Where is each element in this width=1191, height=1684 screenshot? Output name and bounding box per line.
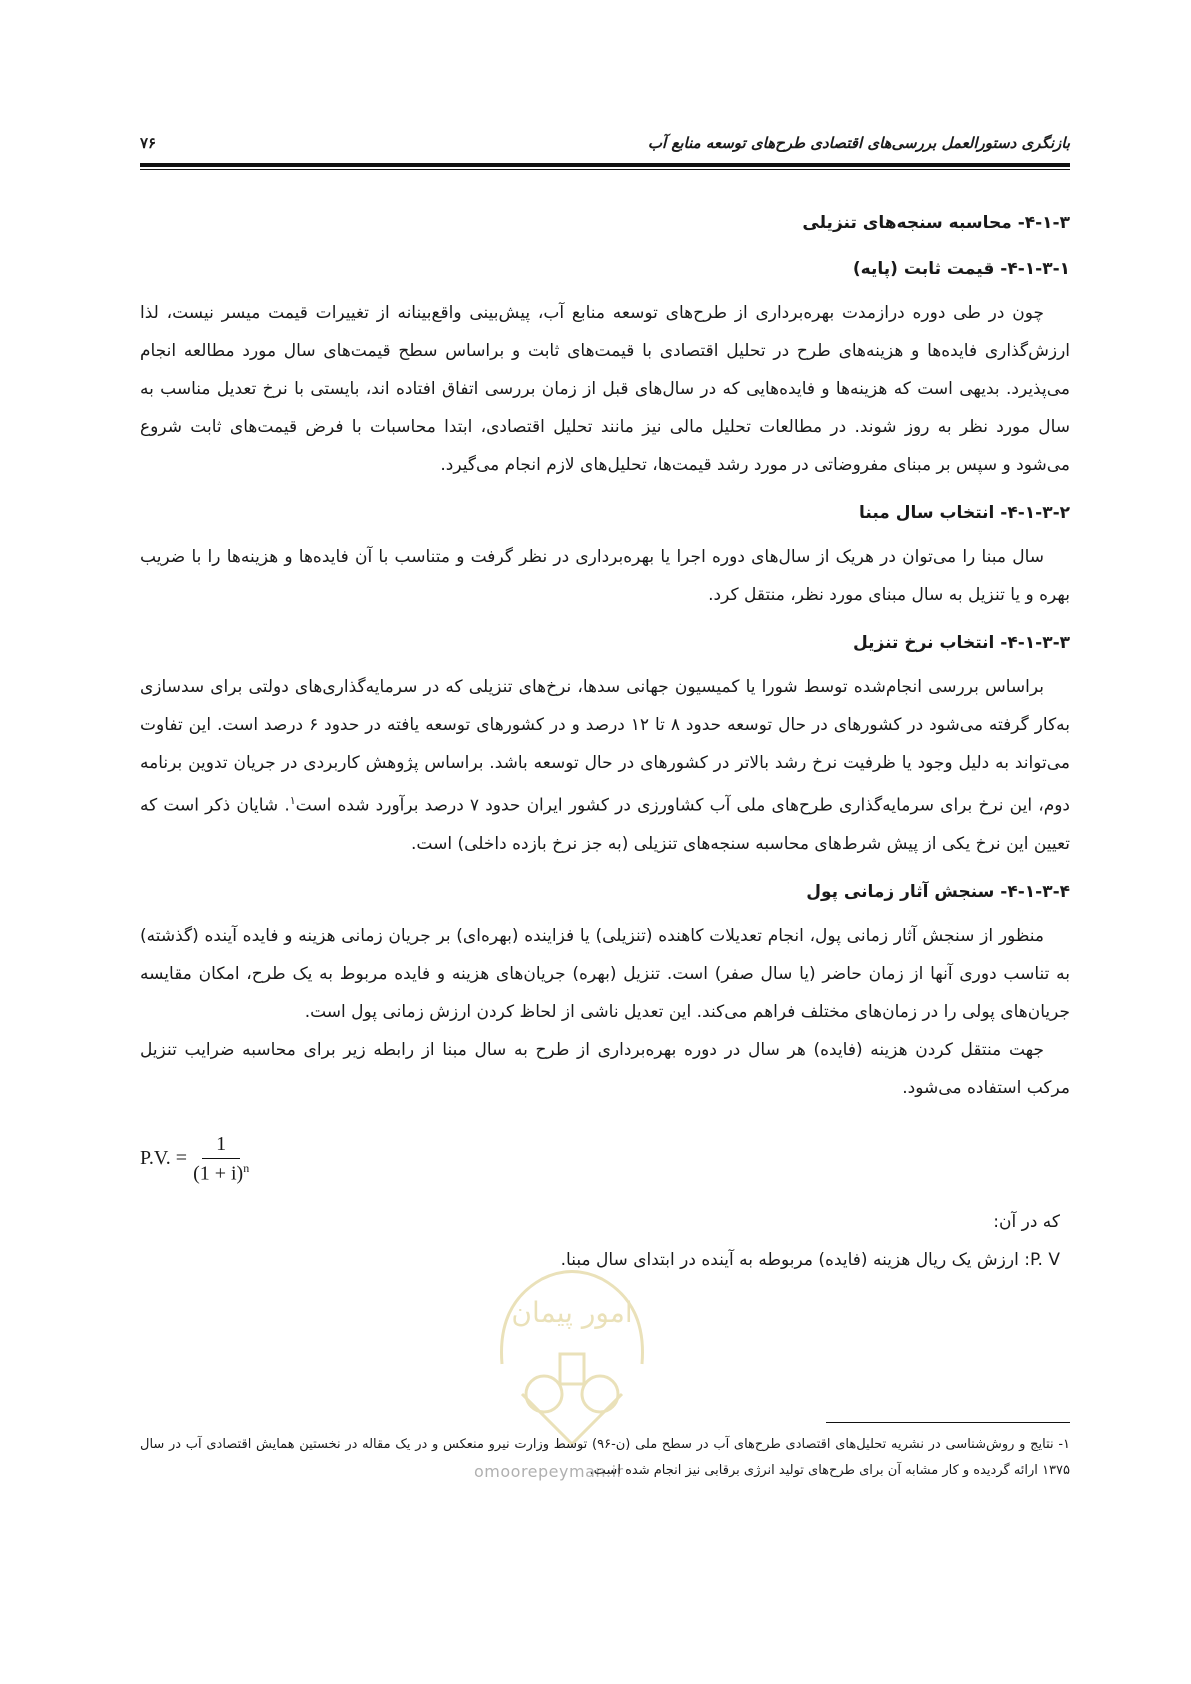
footnote: ۱- نتایج و روش‌شناسی در نشریه تحلیل‌های اقتصادی طرح‌های آب در سطح ملی (ن-۹۶) توسط وزارت نیرو منعکس و در یک مقاله در نخستین همایش اقتصادی آب در سال ۱۳۷۵ ارائه گردیده و کار مشابه آن برای طرح‌های تولید انرژی برقابی نیز انجام شده است.: [140, 1437, 1071, 1478]
section-heading-time-value: ۴-۱-۳-۴- سنجش آثار زمانی پول: [806, 881, 1070, 902]
header-rule-thin: [140, 169, 1070, 170]
definition-symbol: P. V: [1029, 1250, 1060, 1271]
paragraph-time-value-2: جهت منتقل کردن هزینه (فایده) هر سال در دوره بهره‌برداری از طرح به سال مبنا از رابطه زیر برای محاسبه ضرایب تنزیل مرکب استفاده می‌شود.: [140, 1039, 1070, 1098]
footnote-marker: ۱: [289, 794, 296, 807]
watermark-site: omoorepeyman.ir: [474, 1462, 624, 1481]
section-heading-4-1-3: ۴-۱-۳- محاسبه سنجه‌های تنزیلی: [802, 213, 1070, 233]
page-number: ۷۶: [140, 134, 157, 152]
running-title: بازنگری دستورالعمل بررسی‌های اقتصادی طرح‌های توسعه منابع آب: [647, 134, 1070, 152]
where-intro: که در آن:: [993, 1212, 1060, 1233]
formula-denominator: [193, 1159, 249, 1186]
formula-denominator-base: (1 + i): [193, 1162, 244, 1185]
section-heading-base-year: ۴-۱-۳-۲- انتخاب سال مبنا: [859, 503, 1070, 523]
paragraph-base-year: سال مبنا را می‌توان در هریک از سال‌های دوره اجرا یا بهره‌برداری در نظر گرفت و متناسب با آن فایده‌ها و هزینه‌ها را با ضریب بهره و یا تنزیل به سال مبنای مورد نظر، منتقل کرد.: [140, 547, 1070, 605]
paragraph-time-value-1: منظور از سنجش آثار زمانی پول، انجام تعدیلات کاهنده (تنزیلی) یا فزاینده (بهره‌ای) بر جریان زمانی هزینه و فایده آینده (گذشته) به تناسب دوری آنها از زمان حاضر (یا سال صفر) است. تنزیل (بهره) جریان‌های هزینه و فایده مربوط به یک طرح، امکان مقایسه جریان‌های پولی را در زمان‌های مختلف فراهم می‌کند. این تعدیل ناشی از لحاظ کردن ارزش زمانی پول است.: [140, 925, 1070, 1022]
running-header: [140, 128, 1070, 158]
footnote-rule: [826, 1422, 1070, 1423]
section-heading-discount-rate: ۴-۱-۳-۳- انتخاب نرخ تنزیل: [852, 633, 1070, 653]
paragraph-constant-price: چون در طی دوره درازمدت بهره‌برداری از طرح‌های توسعه منابع آب، پیش‌بینی واقع‌بینانه از تغییرات قیمت میسر نیست، لذا ارزش‌گذاری فایده‌ها و هزینه‌های طرح در تحلیل اقتصادی با قیمت‌های ثابت و براساس سطح قیمت‌های سال مورد مطالعه انجام می‌پذیرد. بدیهی است که هزینه‌ها و فایده‌هایی که در سال‌های قبل از زمان بررسی اتفاق افتاده اند، بایستی با نرخ تعدیل مناسب به سال مورد نظر به روز شوند. در مطالعات تحلیل مالی نیز مانند تحلیل اقتصادی، ابتدا محاسبات با فرض قیمت‌های ثابت شروع می‌شود و سپس بر مبنای مفروضاتی در مورد رشد قیمت‌ها، تحلیل‌های لازم انجام می‌گیرد.: [140, 303, 1070, 475]
body-content: [140, 200, 1070, 1279]
watermark-logo-text: امور پیمان: [511, 1296, 633, 1329]
watermark-logo-icon: [472, 1244, 672, 1464]
formula-numerator: 1: [202, 1133, 240, 1159]
header-rule: [140, 163, 1070, 167]
formula-exponent: n: [243, 1160, 250, 1175]
formula-fraction: [193, 1133, 249, 1186]
formula-lhs: P.V. =: [140, 1147, 188, 1170]
paragraph-discount-rate: براساس بررسی انجام‌شده توسط شورا یا کمیسیون جهانی سدها، نرخ‌های تنزیلی که در سرمایه‌گذاری‌های دولتی برای سدسازی به‌کار گرفته می‌شود در کشورهای در حال توسعه حدود ۸ تا ۱۲ درصد و در کشورهای توسعه یافته در حدود ۶ درصد است. این تفاوت می‌تواند به دلیل وجود یا ظرفیت نرخ رشد بالاتر در کشورهای در حال توسعه باشد. براساس پژوهش کاربردی در جریان تدوین برنامه دوم، این نرخ برای سرمایه‌گذاری طرح‌های ملی آب کشاورزی در کشور ایران حدود ۷ درصد برآورد شده است$^۱$. شایان ذکر است که تعیین این نرخ یکی از پیش شرط‌های محاسبه سنجه‌های تنزیلی (به جز نرخ بازده داخلی) است.: [140, 677, 1071, 854]
definition-text: : ارزش یک ریال هزینه (فایده) مربوطه به آینده در ابتدای سال مبنا.: [560, 1250, 1030, 1271]
present-value-formula: [140, 1133, 1070, 1186]
section-heading-constant-price: ۴-۱-۳-۱- قیمت ثابت (پایه): [852, 259, 1070, 279]
